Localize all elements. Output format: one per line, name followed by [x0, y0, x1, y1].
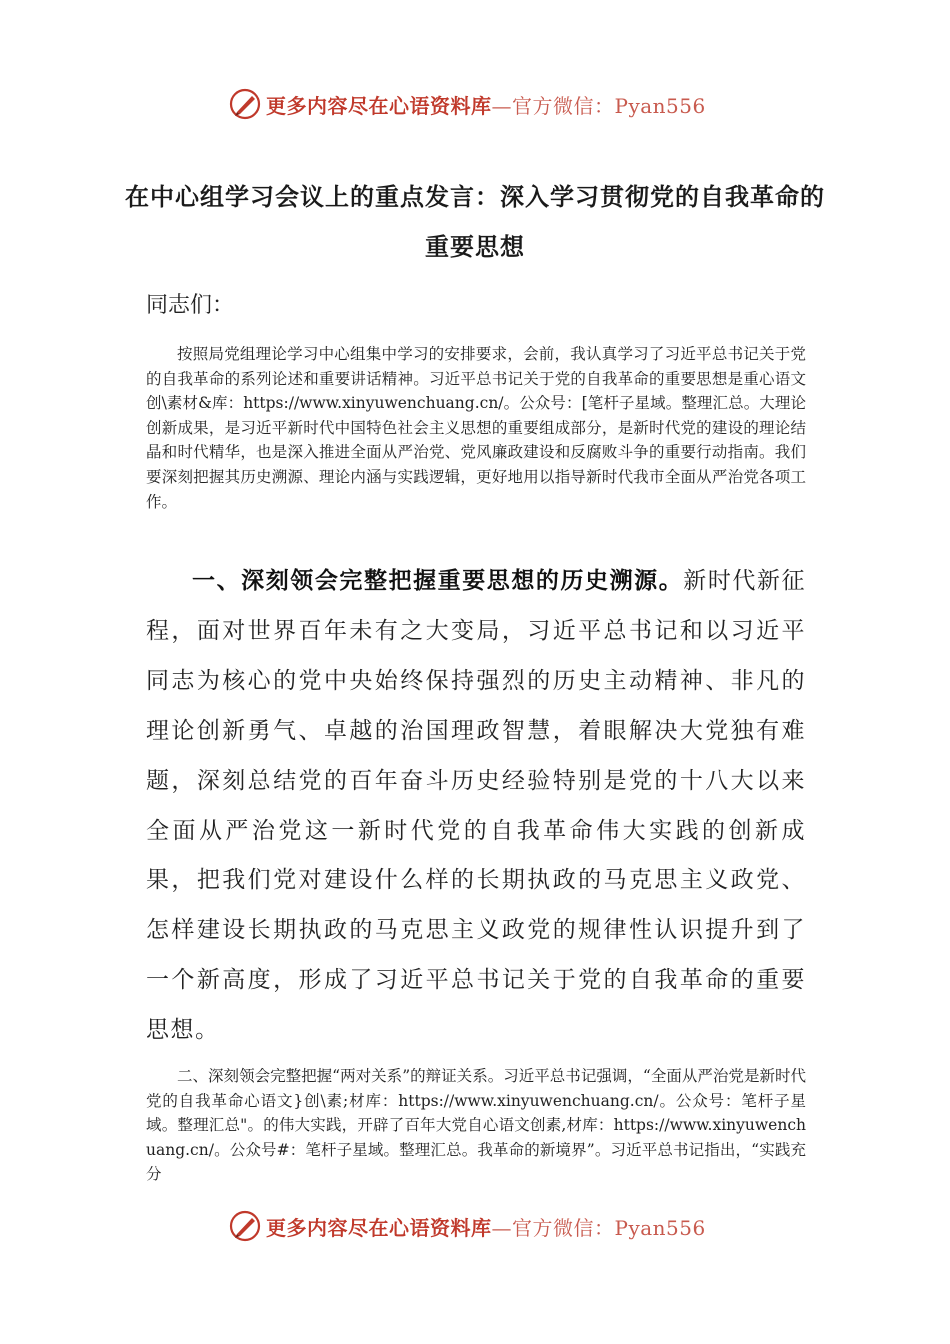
banner-text: [266, 90, 706, 119]
salutation: 同志们：: [146, 293, 235, 318]
header-watermark-banner: [228, 84, 748, 124]
banner-part-b: —官方微信：Pyan556: [491, 1215, 706, 1240]
footer-watermark-banner: [228, 1206, 748, 1246]
pen-logo-icon: [228, 1209, 262, 1243]
document-title: 在中心组学习会议上的重点发言：深入学习贯彻党的自我革命的重要思想: [125, 182, 825, 261]
banner-part-b: —官方微信：Pyan556: [491, 93, 706, 118]
banner-part-a: 更多内容尽在心语资料库: [266, 1215, 492, 1240]
banner-part-a: 更多内容尽在心语资料库: [266, 93, 492, 118]
section-1-body: 新时代新征程，面对世界百年未有之大变局，习近平总书记和以习近平同志为核心的党中央始终保持强烈的历史主动精神、非凡的理论创新勇气、卓越的治国理政智慧，着眼解决大党独有难题，深刻总结党的百年奋斗历史经验特别是党的十八大以来全面从严治党这一新时代党的自我革命伟大实践的创新成果，把我们党对建设什么样的长期执政的马克思主义政党、怎样建设长期执政的马克思主义政党的规律性认识提升到了一个新高度，形成了习近平总书记关于党的自我革命的重要思想。: [146, 568, 806, 1044]
section-2-paragraph: 二、深刻领会完整把握“两对关系”的辩证关系。习近平总书记强调，“全面从严治党是新时代党的自我革命心语文}创\素;材库：https://www.xinyuwenchuang.cn/。公众号：笔杆子星域。整理汇总"。的伟大实践，开辟了百年大党自心语文创素,材库：https://www.xinyuwenchuang.cn/。公众号#：笔杆子星域。整理汇总。我革命的新境界”。习近平总书记指出，“实践充分: [146, 1067, 806, 1184]
intro-paragraph: 按照局党组理论学习中心组集中学习的安排要求，会前，我认真学习了习近平总书记关于党的自我革命的系列论述和重要讲话精神。习近平总书记关于党的自我革命的重要思想是重心语文创\素材&库：https://www.xinyuwenchuang.cn/。公众号：[笔杆子星域。整理汇总。大理论创新成果，是习近平新时代中国特色社会主义思想的重要组成部分，是新时代党的建设的理论结晶和时代精华，也是深入推进全面从严治党、党风廉政建设和反腐败斗争的重要行动指南。我们要深刻把握其历史溯源、理论内涵与实践逻辑，更好地用以指导新时代我市全面从严治党各项工作。: [146, 345, 806, 511]
pen-logo-icon: [228, 87, 262, 121]
section-1-heading: 一、深刻领会完整把握重要思想的历史溯源。: [192, 567, 684, 594]
section-1-paragraph: [146, 556, 806, 1056]
banner-text: [266, 1212, 706, 1241]
